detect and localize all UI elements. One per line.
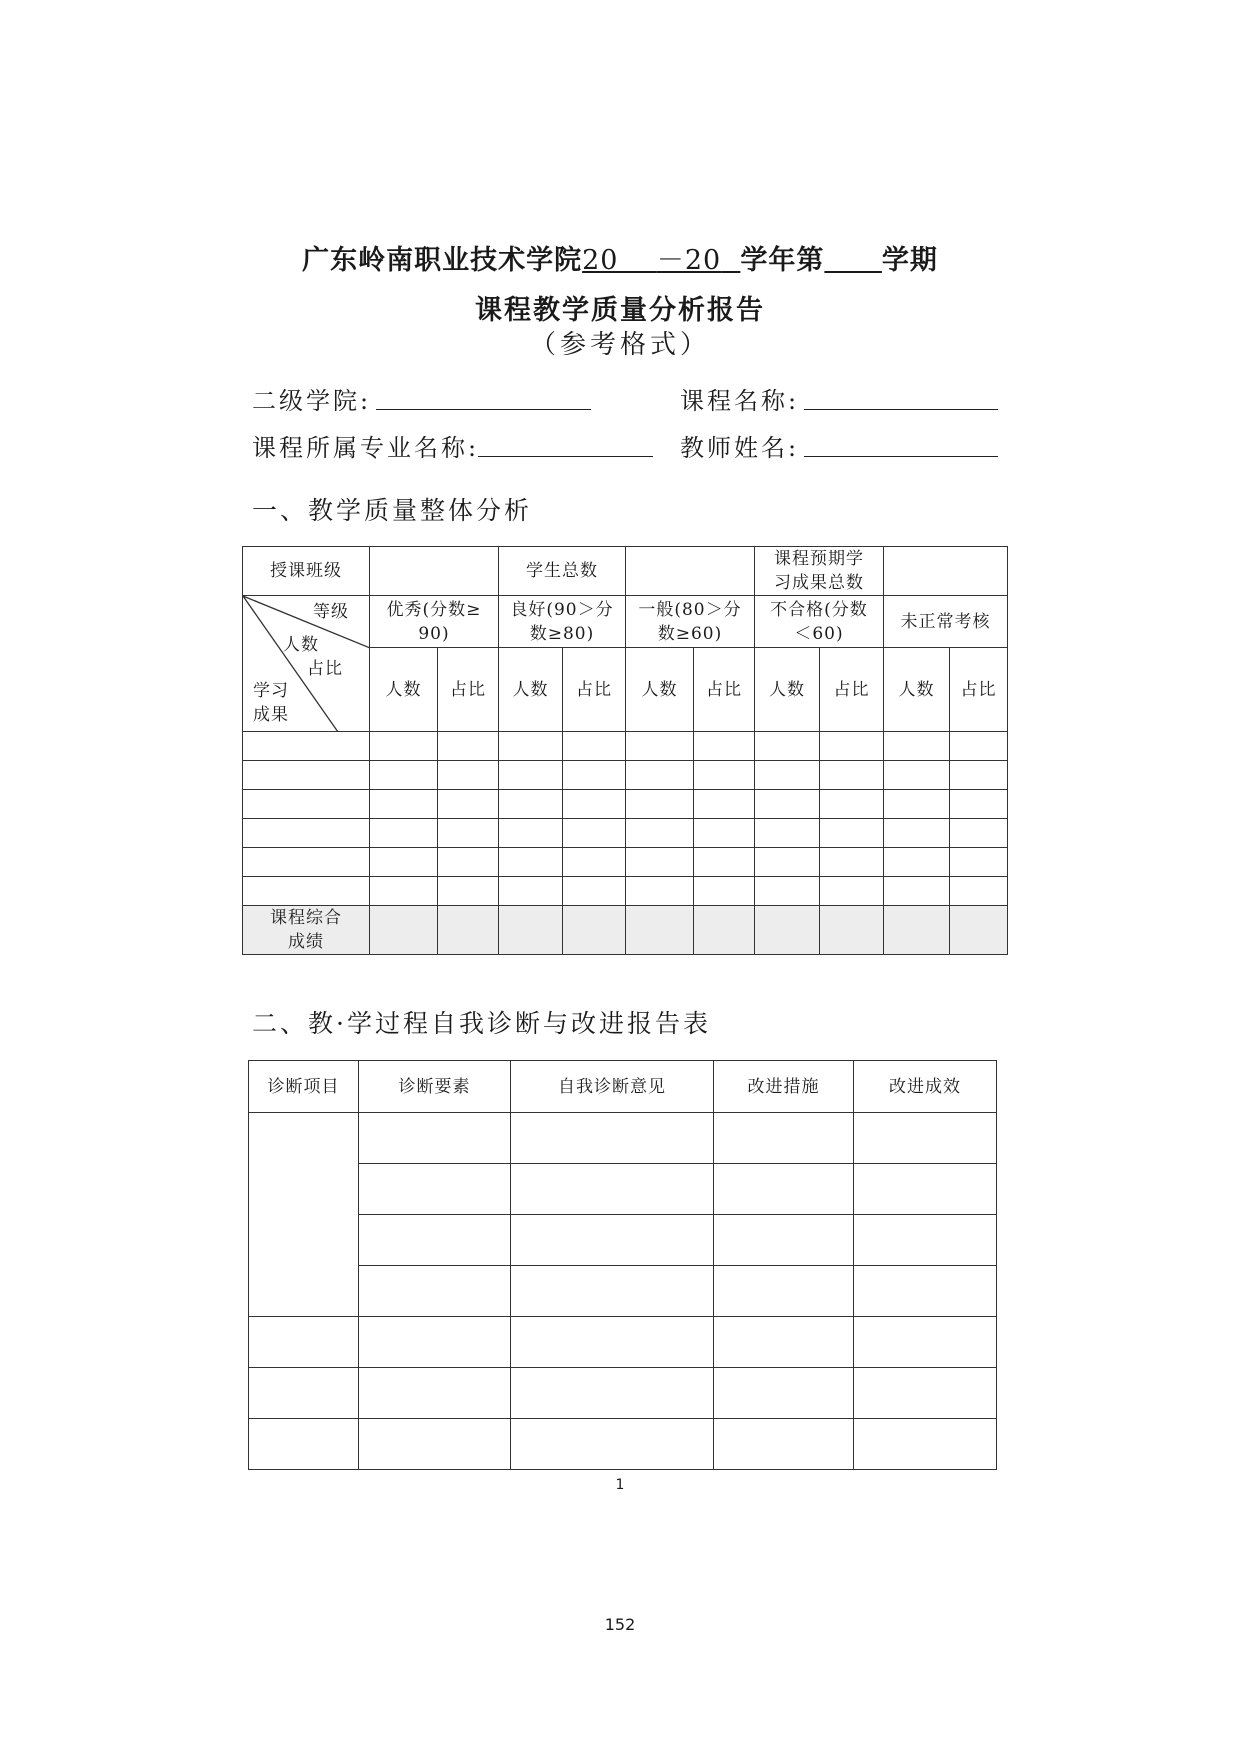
outcome-cell[interactable] bbox=[370, 761, 438, 790]
major-label: 课程所属专业名称: bbox=[252, 434, 480, 462]
diagnosis-cell[interactable] bbox=[359, 1317, 511, 1368]
outcome-cell[interactable] bbox=[438, 819, 499, 848]
section2-heading: 二、教·学过程自我诊断与改进报告表 bbox=[252, 1009, 711, 1038]
outcome-cell[interactable] bbox=[820, 732, 884, 761]
grade-good: 良好(90＞分 数≥80) bbox=[499, 596, 626, 648]
outcome-row bbox=[243, 848, 1008, 877]
teacher-input-line[interactable] bbox=[804, 456, 998, 457]
diagnosis-cell[interactable] bbox=[249, 1317, 359, 1368]
diagnosis-cell[interactable] bbox=[511, 1113, 714, 1164]
count-header: 人数 bbox=[884, 648, 950, 732]
outcome-cell[interactable] bbox=[563, 732, 626, 761]
outcome-cell[interactable] bbox=[820, 790, 884, 819]
outcome-cell[interactable] bbox=[626, 877, 694, 906]
diagnosis-row bbox=[249, 1266, 997, 1317]
outcome-cell[interactable] bbox=[438, 761, 499, 790]
outcome-row bbox=[243, 761, 1008, 790]
outcome-cell[interactable] bbox=[820, 819, 884, 848]
diagnosis-cell[interactable] bbox=[714, 1368, 854, 1419]
outcome-cell[interactable] bbox=[499, 790, 563, 819]
header-diagnosis-item: 诊断项目 bbox=[249, 1061, 359, 1113]
diagnosis-cell[interactable] bbox=[359, 1266, 511, 1317]
report-title-line2: 课程教学质量分析报告 bbox=[475, 295, 765, 326]
outcome-cell[interactable] bbox=[370, 848, 438, 877]
outcome-cell[interactable] bbox=[884, 732, 950, 761]
quality-analysis-table bbox=[242, 546, 1008, 955]
outcome-cell[interactable] bbox=[694, 877, 755, 906]
diagnosis-row bbox=[249, 1317, 997, 1368]
outcome-cell[interactable] bbox=[950, 790, 1008, 819]
outcome-cell[interactable] bbox=[884, 761, 950, 790]
ratio-header: 占比 bbox=[820, 648, 884, 732]
outcome-cell[interactable] bbox=[950, 761, 1008, 790]
course-name-input-line[interactable] bbox=[804, 409, 998, 410]
outcome-cell[interactable] bbox=[438, 732, 499, 761]
diagnosis-cell[interactable] bbox=[511, 1266, 714, 1317]
diagnosis-cell[interactable] bbox=[854, 1113, 997, 1164]
grade-fail: 不合格(分数 ＜60) bbox=[755, 596, 884, 648]
diagnosis-row bbox=[249, 1419, 997, 1470]
outcome-cell[interactable] bbox=[626, 732, 694, 761]
outcome-cell[interactable] bbox=[755, 848, 820, 877]
outcome-cell[interactable] bbox=[694, 732, 755, 761]
diagnosis-cell[interactable] bbox=[854, 1419, 997, 1470]
diagnosis-cell[interactable] bbox=[511, 1419, 714, 1470]
college-label: 二级学院: bbox=[252, 387, 372, 415]
total-cell[interactable] bbox=[755, 906, 820, 955]
total-students-label: 学生总数 bbox=[499, 547, 626, 596]
college-input-line[interactable] bbox=[376, 409, 591, 410]
diagnosis-cell[interactable] bbox=[714, 1419, 854, 1470]
outcome-cell[interactable] bbox=[626, 790, 694, 819]
count-header: 人数 bbox=[755, 648, 820, 732]
diag-outcome-label-1: 学习 bbox=[253, 681, 289, 701]
report-format-note: （参考格式） bbox=[529, 330, 710, 360]
count-header: 人数 bbox=[499, 648, 563, 732]
outcome-cell[interactable] bbox=[563, 819, 626, 848]
total-cell[interactable] bbox=[884, 906, 950, 955]
diagnosis-cell[interactable] bbox=[511, 1215, 714, 1266]
outcome-cell[interactable] bbox=[563, 790, 626, 819]
count-header: 人数 bbox=[626, 648, 694, 732]
outcome-cell[interactable] bbox=[563, 761, 626, 790]
diagnosis-cell[interactable] bbox=[714, 1164, 854, 1215]
class-label: 授课班级 bbox=[243, 547, 370, 596]
diag-ratio-label: 占比 bbox=[307, 659, 343, 679]
diagnosis-cell[interactable] bbox=[249, 1368, 359, 1419]
diagnosis-cell[interactable] bbox=[854, 1266, 997, 1317]
outcome-row bbox=[243, 877, 1008, 906]
total-cell[interactable] bbox=[626, 906, 694, 955]
total-cell[interactable] bbox=[694, 906, 755, 955]
ratio-header: 占比 bbox=[563, 648, 626, 732]
outcome-cell[interactable] bbox=[243, 819, 370, 848]
report-title-line1: 广东岭南职业技术学院20 －20 学年第 学期 bbox=[302, 245, 938, 276]
diag-count-label: 人数 bbox=[283, 635, 319, 655]
diagnosis-cell[interactable] bbox=[249, 1419, 359, 1470]
outcome-cell[interactable] bbox=[370, 732, 438, 761]
ratio-header: 占比 bbox=[438, 648, 499, 732]
section1-heading: 一、教学质量整体分析 bbox=[252, 496, 533, 525]
outcome-cell[interactable] bbox=[499, 848, 563, 877]
grade-not-assessed: 未正常考核 bbox=[884, 596, 1008, 648]
outcome-row bbox=[243, 819, 1008, 848]
course-total-label: 课程综合 成绩 bbox=[243, 906, 370, 955]
outcomes-total-value-cell[interactable] bbox=[884, 547, 1008, 596]
diagnosis-cell[interactable] bbox=[854, 1215, 997, 1266]
outcomes-total-label: 课程预期学 习成果总数 bbox=[755, 547, 884, 596]
grade-excellent: 优秀(分数≥ 90) bbox=[370, 596, 499, 648]
outcome-cell[interactable] bbox=[694, 761, 755, 790]
diagnosis-cell[interactable] bbox=[359, 1113, 511, 1164]
total-cell[interactable] bbox=[563, 906, 626, 955]
outcome-cell[interactable] bbox=[950, 732, 1008, 761]
total-cell[interactable] bbox=[438, 906, 499, 955]
outcome-cell[interactable] bbox=[694, 848, 755, 877]
outcome-cell[interactable] bbox=[243, 732, 370, 761]
diagnosis-row bbox=[249, 1215, 997, 1266]
outcome-cell[interactable] bbox=[626, 819, 694, 848]
diagnosis-row bbox=[249, 1368, 997, 1419]
header-self-diagnosis: 自我诊断意见 bbox=[511, 1061, 714, 1113]
outcome-cell[interactable] bbox=[243, 761, 370, 790]
course-name-label: 课程名称: bbox=[680, 387, 800, 415]
outcome-cell[interactable] bbox=[884, 819, 950, 848]
outcome-cell[interactable] bbox=[820, 848, 884, 877]
ratio-header: 占比 bbox=[694, 648, 755, 732]
outcome-cell[interactable] bbox=[820, 761, 884, 790]
diagnosis-cell[interactable] bbox=[359, 1419, 511, 1470]
outcome-cell[interactable] bbox=[563, 848, 626, 877]
outcome-cell[interactable] bbox=[563, 877, 626, 906]
term-blank[interactable] bbox=[824, 245, 882, 276]
diagnosis-cell[interactable] bbox=[511, 1317, 714, 1368]
total-cell[interactable] bbox=[370, 906, 438, 955]
outcome-cell[interactable] bbox=[499, 761, 563, 790]
outcome-cell[interactable] bbox=[438, 848, 499, 877]
outcome-cell[interactable] bbox=[499, 732, 563, 761]
diagnosis-row bbox=[249, 1164, 997, 1215]
outcome-cell[interactable] bbox=[755, 790, 820, 819]
header-diagnosis-element: 诊断要素 bbox=[359, 1061, 511, 1113]
diagnosis-cell[interactable] bbox=[714, 1113, 854, 1164]
diagonal-header-cell bbox=[243, 596, 370, 732]
outcome-cell[interactable] bbox=[694, 819, 755, 848]
header-improvement-results: 改进成效 bbox=[854, 1061, 997, 1113]
outcome-cell[interactable] bbox=[694, 790, 755, 819]
outcome-cell[interactable] bbox=[884, 790, 950, 819]
class-value-cell[interactable] bbox=[370, 547, 499, 596]
outcome-cell[interactable] bbox=[626, 761, 694, 790]
outcome-cell[interactable] bbox=[370, 819, 438, 848]
diagnosis-cell[interactable] bbox=[249, 1113, 359, 1317]
diagnosis-cell[interactable] bbox=[359, 1368, 511, 1419]
diagnosis-cell[interactable] bbox=[359, 1164, 511, 1215]
outcome-cell[interactable] bbox=[243, 877, 370, 906]
outcome-cell[interactable] bbox=[499, 877, 563, 906]
year-blank[interactable]: 20 －20 bbox=[582, 245, 722, 276]
inner-page-number: 1 bbox=[615, 1477, 625, 1493]
outcome-cell[interactable] bbox=[755, 761, 820, 790]
grade-average: 一般(80＞分 数≥60) bbox=[626, 596, 755, 648]
total-students-value-cell[interactable] bbox=[626, 547, 755, 596]
diagnosis-cell[interactable] bbox=[511, 1368, 714, 1419]
outcome-cell[interactable] bbox=[950, 819, 1008, 848]
outcome-cell[interactable] bbox=[438, 877, 499, 906]
header-improvement-measures: 改进措施 bbox=[714, 1061, 854, 1113]
outcome-cell[interactable] bbox=[438, 790, 499, 819]
outcome-cell[interactable] bbox=[950, 848, 1008, 877]
total-cell[interactable] bbox=[950, 906, 1008, 955]
diagnosis-cell[interactable] bbox=[714, 1215, 854, 1266]
diag-grade-label: 等级 bbox=[313, 602, 349, 622]
diagnosis-table bbox=[248, 1060, 997, 1470]
diagnosis-cell[interactable] bbox=[854, 1164, 997, 1215]
outcome-cell[interactable] bbox=[243, 790, 370, 819]
outcome-cell[interactable] bbox=[820, 877, 884, 906]
diagnosis-cell[interactable] bbox=[714, 1266, 854, 1317]
teacher-label: 教师姓名: bbox=[680, 434, 800, 462]
outcome-cell[interactable] bbox=[499, 819, 563, 848]
outcome-cell[interactable] bbox=[950, 877, 1008, 906]
outcome-cell[interactable] bbox=[755, 819, 820, 848]
outcome-cell[interactable] bbox=[243, 848, 370, 877]
outcome-cell[interactable] bbox=[370, 790, 438, 819]
outcome-row bbox=[243, 732, 1008, 761]
outcome-row bbox=[243, 790, 1008, 819]
outcome-cell[interactable] bbox=[626, 848, 694, 877]
diagnosis-row bbox=[249, 1113, 997, 1164]
diag-outcome-label-2: 成果 bbox=[253, 705, 289, 725]
ratio-header: 占比 bbox=[950, 648, 1008, 732]
total-cell[interactable] bbox=[820, 906, 884, 955]
outcome-cell[interactable] bbox=[370, 877, 438, 906]
diagnosis-cell[interactable] bbox=[359, 1215, 511, 1266]
outcome-cell[interactable] bbox=[884, 877, 950, 906]
diagnosis-cell[interactable] bbox=[511, 1164, 714, 1215]
outcome-cell[interactable] bbox=[755, 877, 820, 906]
total-cell[interactable] bbox=[499, 906, 563, 955]
outcome-cell[interactable] bbox=[884, 848, 950, 877]
diagnosis-cell[interactable] bbox=[854, 1317, 997, 1368]
outer-page-number: 152 bbox=[604, 1615, 636, 1634]
count-header: 人数 bbox=[370, 648, 438, 732]
major-input-line[interactable] bbox=[478, 456, 653, 457]
outcome-cell[interactable] bbox=[755, 732, 820, 761]
diagnosis-cell[interactable] bbox=[854, 1368, 997, 1419]
diagnosis-cell[interactable] bbox=[714, 1317, 854, 1368]
